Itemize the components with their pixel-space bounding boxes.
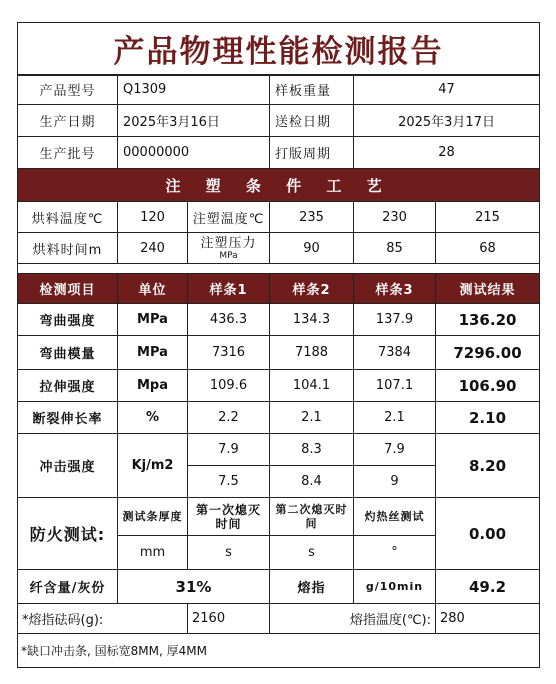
table-row	[18, 498, 540, 536]
impact-result: 8.20	[436, 434, 540, 498]
batch-label: 生产批号	[18, 137, 118, 169]
flex-modulus-name: 弯曲模量	[18, 336, 118, 370]
dry-temp-label: 烘料温度℃	[18, 202, 118, 233]
inj-pressure-value-2: 85	[354, 233, 436, 264]
fire-h2: 第一次熄灭时间	[188, 498, 270, 536]
table-row	[18, 370, 540, 402]
report-title: 产品物理性能检测报告	[18, 23, 540, 75]
elongation-unit: %	[118, 402, 188, 434]
inj-pressure-unit: MPa	[219, 250, 238, 261]
fiber-label: 纤含量/灰份	[18, 570, 118, 604]
flex-modulus-result: 7296.00	[436, 336, 540, 370]
tensile-strength-result: 106.90	[436, 370, 540, 402]
impact-unit: Kj/m2	[118, 434, 188, 498]
fire-h4: 灼热丝测试	[354, 498, 436, 536]
impact-r2-s1: 7.5	[188, 466, 270, 498]
elongation-result: 2.10	[436, 402, 540, 434]
report-sheet	[17, 22, 539, 668]
plate-weight-label: 样板重量	[270, 75, 354, 105]
flex-strength-s3: 137.9	[354, 304, 436, 336]
dry-time-value: 240	[118, 233, 188, 264]
batch-value: 00000000	[118, 137, 270, 169]
fire-result: 0.00	[436, 498, 540, 570]
tensile-strength-name: 拉伸强度	[18, 370, 118, 402]
melt-temp-value: 280	[436, 604, 540, 634]
impact-r1-s1: 7.9	[188, 434, 270, 466]
tensile-strength-s2: 104.1	[270, 370, 354, 402]
elongation-name: 断裂伸长率	[18, 402, 118, 434]
spacer-row	[18, 264, 540, 274]
header-sample-3: 样条3	[354, 274, 436, 304]
cycle-label: 打版周期	[270, 137, 354, 169]
impact-r1-s2: 8.3	[270, 434, 354, 466]
fire-h3: 第二次熄灭时间	[270, 498, 354, 536]
product-model-value: Q1309	[118, 75, 270, 105]
inj-pressure-label: 注塑压力	[200, 235, 257, 251]
melt-weight-value: 2160	[188, 604, 270, 634]
elongation-s1: 2.2	[188, 402, 270, 434]
impact-name: 冲击强度	[18, 434, 118, 498]
flex-strength-s2: 134.3	[270, 304, 354, 336]
production-date-label: 生产日期	[18, 105, 118, 137]
dry-time-label: 烘料时间m	[18, 233, 118, 264]
tensile-strength-unit: Mpa	[118, 370, 188, 402]
melt-temp-label: 熔指温度(℃):	[270, 604, 436, 634]
elongation-s2: 2.1	[270, 402, 354, 434]
table-row	[18, 434, 540, 466]
melt-value: 49.2	[436, 570, 540, 604]
fire-test-name: 防火测试:	[18, 498, 118, 570]
flex-strength-s1: 436.3	[188, 304, 270, 336]
inj-temp-label: 注塑温度℃	[188, 202, 270, 233]
table-row	[18, 304, 540, 336]
fire-v2: s	[188, 536, 270, 570]
melt-weight-label: *熔指砝码(g):	[18, 604, 188, 634]
header-unit: 单位	[118, 274, 188, 304]
flex-modulus-unit: MPa	[118, 336, 188, 370]
elongation-s3: 2.1	[354, 402, 436, 434]
inj-pressure-cell	[188, 233, 270, 264]
dry-temp-value: 120	[118, 202, 188, 233]
inspection-date-label: 送检日期	[270, 105, 354, 137]
fiber-value: 31%	[118, 570, 270, 604]
header-sample-1: 样条1	[188, 274, 270, 304]
table-row	[18, 402, 540, 434]
flex-modulus-s3: 7384	[354, 336, 436, 370]
impact-r2-s3: 9	[354, 466, 436, 498]
fire-h1: 测试条厚度	[118, 498, 188, 536]
inj-pressure-value-1: 90	[270, 233, 354, 264]
footer-note: *缺口冲击条, 国标宽8MM, 厚4MM	[18, 634, 540, 668]
flex-modulus-s2: 7188	[270, 336, 354, 370]
header-item: 检测项目	[18, 274, 118, 304]
fire-v1: mm	[118, 536, 188, 570]
table-row	[18, 336, 540, 370]
header-result: 测试结果	[436, 274, 540, 304]
tensile-strength-s3: 107.1	[354, 370, 436, 402]
tensile-strength-s1: 109.6	[188, 370, 270, 402]
flex-modulus-s1: 7316	[188, 336, 270, 370]
plate-weight-value: 47	[354, 75, 540, 105]
product-model-label: 产品型号	[18, 75, 118, 105]
process-section-title: 注 塑 条 件 工 艺	[18, 169, 540, 202]
flex-strength-unit: MPa	[118, 304, 188, 336]
production-date-value: 2025年3月16日	[118, 105, 270, 137]
table-row	[18, 604, 540, 634]
inj-temp-value-1: 235	[270, 202, 354, 233]
report-table	[17, 22, 540, 668]
melt-unit: g/10min	[354, 570, 436, 604]
cycle-value: 28	[354, 137, 540, 169]
table-row	[18, 570, 540, 604]
fire-v3: s	[270, 536, 354, 570]
inspection-date-value: 2025年3月17日	[354, 105, 540, 137]
inj-pressure-value-3: 68	[436, 233, 540, 264]
impact-r2-s2: 8.4	[270, 466, 354, 498]
inj-temp-value-3: 215	[436, 202, 540, 233]
inj-temp-value-2: 230	[354, 202, 436, 233]
header-sample-2: 样条2	[270, 274, 354, 304]
melt-label: 熔指	[270, 570, 354, 604]
fire-v4: °	[354, 536, 436, 570]
impact-r1-s3: 7.9	[354, 434, 436, 466]
flex-strength-result: 136.20	[436, 304, 540, 336]
flex-strength-name: 弯曲强度	[18, 304, 118, 336]
